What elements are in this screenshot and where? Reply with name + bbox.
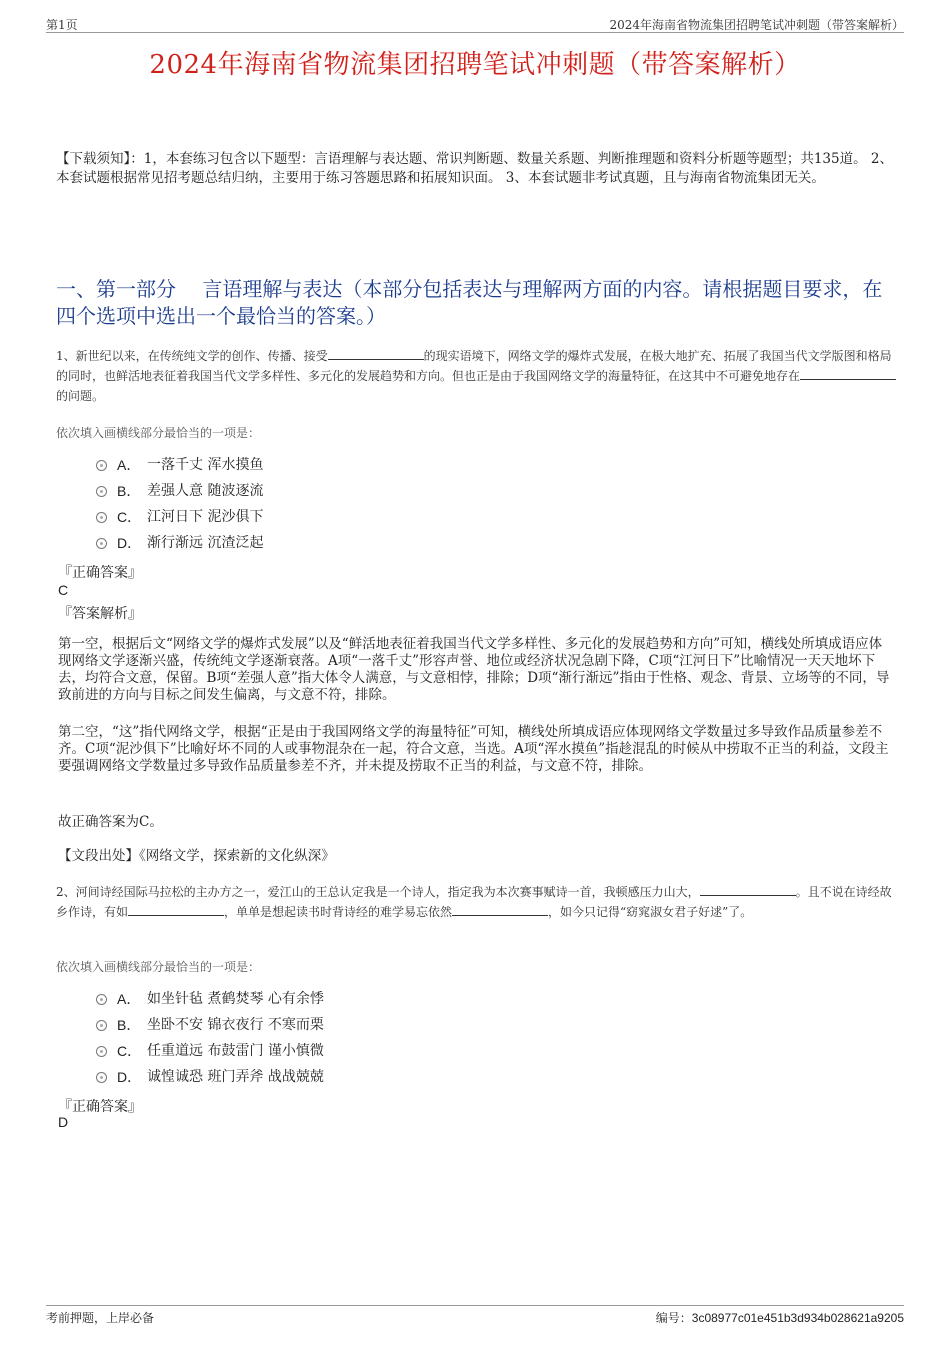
fill-blank [328,347,424,360]
correct-answer: D [58,1114,69,1130]
analysis-paragraph: 第二空，“这”指代网络文学，根据“正是由于我国网络文学的海量特征”可知，横线处所填成语应体现网络文学数量过多导致作品质量参差不齐。C项“泥沙俱下”比喻好坏不同的人或事物混杂在一起，符合文意，当选。A项“浑水摸鱼”指趁混乱的时候从中捞取不正当的利益，文段主要强调网络文学数量过多导致作品质量参差不齐，并未提及捞取不正当的利益，与文意不符，排除。 [58,724,889,774]
option-b[interactable]: B． 坐卧不安 锦衣夜行 不寒而栗 [96,1012,324,1038]
radio-icon[interactable] [96,538,107,549]
radio-icon[interactable] [96,486,107,497]
option-d[interactable]: D． 渐行渐远 沉渣泛起 [96,530,263,556]
page-footer [46,1305,904,1325]
question-1-stem: 1、新世纪以来，在传统纯文学的创作、传播、接受 的现实语境下，网络文学的爆炸式发展，在极大地扩充、拓展了我国当代文学版图和格局的同时，也鲜活地表征着我国当代文学多样性、多元化的发展趋势和方向。但也正是由于我国网络文学的海量特征，在这其中不可避免地存在的问题。 [56,346,896,406]
option-c[interactable]: C． 任重道远 布鼓雷门 谨小慎微 [96,1038,324,1064]
analysis-paragraph: 第一空，根据后文“网络文学的爆炸式发展”以及“鲜活地表征着我国当代文学多样性、多元化的发展趋势和方向”可知，横线处所填成语应体现网络文学逐渐兴盛，传统纯文学逐渐衰落。A项“一落千丈”形容声誉、地位或经济状况急剧下降，C项“江河日下”比喻情况一天天地坏下去，均符合文意，保留。B项“差强人意”指大体令人满意，与文意相悖，排除；D项“渐行渐远”指由于性格、观念、背景、立场等的不同，导致前进的方向与目标之间发生偏离，与文意不符，排除。 [58,636,890,703]
radio-icon[interactable] [96,460,107,471]
document-id: 编号：3c08977c01e451b3d934b028621a9205 [655,1311,904,1325]
radio-icon[interactable] [96,1046,107,1057]
page-header [46,14,904,33]
analysis-label: 『答案解析』 [58,606,142,622]
correct-answer-label: 『正确答案』 [58,1099,142,1115]
fill-blank [700,883,796,896]
question-1-prompt: 依次填入画横线部分最恰当的一项是： [56,426,261,440]
section-heading: 一、第一部分 言语理解与表达（本部分包括表达与理解两方面的内容。请根据题目要求，在四个选项中选出一个最恰当的答案。） [56,277,883,328]
correct-answer-label: 『正确答案』 [58,565,142,581]
fill-blank [128,903,224,916]
question-1-options [96,452,263,556]
download-notice: 【下载须知】：1，本套练习包含以下题型：言语理解与表达题、常识判断题、数量关系题、判断推理题和资料分析题等题型；共135道。 2、本套试题根据常见招考题总结归纳，主要用于练习答题思路和拓展知识面。 3、本套试题非考试真题，且与海南省物流集团无关。 [56,151,893,186]
correct-answer: C [58,582,69,598]
footer-slogan: 考前押题，上岸必备 [46,1311,155,1325]
document-title: 2024年海南省物流集团招聘笔试冲刺题（带答案解析） [149,50,801,80]
analysis-conclusion: 故正确答案为C。 [58,814,163,830]
fill-blank [800,367,896,380]
option-d[interactable]: D． 诚惶诚恐 班门弄斧 战战兢兢 [96,1064,324,1090]
page-number: 第1页 [46,18,78,32]
radio-icon[interactable] [96,512,107,523]
radio-icon[interactable] [96,994,107,1005]
question-2-stem: 2、河间诗经国际马拉松的主办方之一，爱江山的王总认定我是一个诗人，指定我为本次赛事赋诗一首，我顿感压力山大， 。且不说在诗经故乡作诗，有如 ，单单是想起读书时背诗经的难学易忘依然 ，如今只记得“窈窕淑女君子好逑”了。 [56,885,892,919]
question-2-prompt: 依次填入画横线部分最恰当的一项是： [56,960,261,974]
fill-blank [452,903,548,916]
header-doc-title: 2024年海南省物流集团招聘笔试冲刺题（带答案解析） [609,18,904,32]
option-a[interactable]: A． 如坐针毡 煮鹤焚琴 心有余悸 [96,986,324,1012]
question-2-options [96,986,324,1090]
option-a[interactable]: A． 一落千丈 浑水摸鱼 [96,452,263,478]
option-b[interactable]: B． 差强人意 随波逐流 [96,478,263,504]
option-c[interactable]: C． 江河日下 泥沙俱下 [96,504,263,530]
radio-icon[interactable] [96,1020,107,1031]
radio-icon[interactable] [96,1072,107,1083]
source-note: 【文段出处】《网络文学，探索新的文化纵深》 [58,848,335,864]
